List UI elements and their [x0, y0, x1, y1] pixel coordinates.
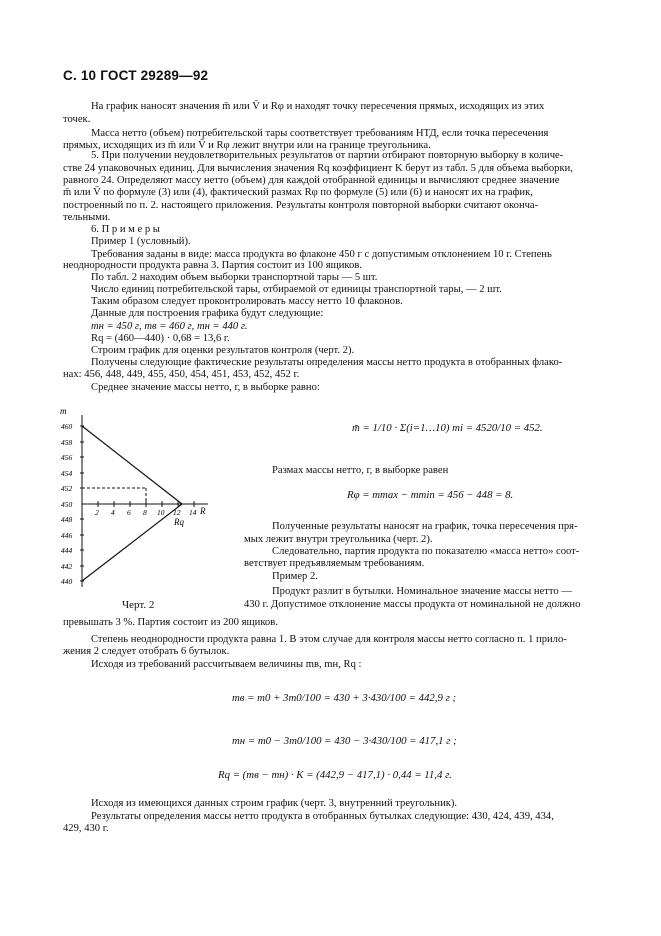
y-tick-label: 440	[61, 577, 73, 586]
y-tick-label: 454	[61, 469, 73, 478]
text-line: жения 2 следует отобрать 6 бутылок.	[63, 646, 230, 657]
y-tick-label: 450	[61, 500, 73, 509]
x-tick-label: 4	[111, 508, 115, 517]
x-tick-label: 12	[173, 508, 181, 517]
formula-rq: Rq = (mв − mн) · K = (442,9 − 417,1) · 0,44 = 11,4 г.	[218, 769, 452, 781]
x-tick-labels	[95, 508, 197, 517]
text-line: Полученные результаты наносят на график, точка пересечения пря-	[272, 521, 578, 532]
text-line: равного 24. Определяют массу нетто (объем) для каждой отобранной единицы и вычисляют среднее значение	[63, 175, 560, 186]
text-line: Данные для построения графика будут следующие:	[91, 308, 324, 319]
text-line: построенный по п. 2. настоящего приложения. Результаты контроля повторной выборки считают оконча-	[63, 200, 539, 211]
text-line: Следовательно, партия продукта по показателю «масса нетто» соот-	[272, 546, 580, 557]
text-line: Исходя из имеющихся данных строим график (черт. 3, внутренний треугольник).	[91, 798, 458, 809]
text-line: прямых, исходящих из m̄ или V̄ и Rφ лежит внутри или на границе треугольника.	[63, 140, 431, 151]
figure-caption: Черт. 2	[122, 599, 155, 611]
upper-limit-line	[82, 426, 182, 504]
text-line: Строим график для оценки результатов контроля (черт. 2).	[91, 345, 355, 356]
y-tick-label: 460	[61, 422, 73, 431]
text-line: стве 24 упаковочных единиц. Для вычисления значения Rq коэффициент K берут из табл. 5 для объема выборки,	[63, 163, 573, 174]
text-line: Rq = (460—440) · 0,68 = 13,6 г.	[91, 333, 230, 344]
text-line: 430 г. Допустимое отклонение массы продукта от номинальной не должно	[244, 599, 581, 610]
x-tick-label: 14	[189, 508, 197, 517]
formula-mean: m̄ = 1/10 · Σ(i=1…10) mi = 4520/10 = 452.	[352, 422, 543, 434]
page-header: С. 10 ГОСТ 29289—92	[63, 68, 209, 83]
text-line: m̄ или V̄ по формуле (3) или (4), фактический размах Rφ по формуле (5) или (6) и наносят их на график,	[63, 187, 533, 198]
text-line: mн = 450 г, mв = 460 г, mн = 440 г.	[91, 321, 248, 332]
formula-range: Rφ = mmax − mmin = 456 − 448 = 8.	[347, 489, 514, 501]
y-tick-label: 448	[61, 515, 73, 524]
text-line: Исходя из требований рассчитываем величины mв, mн, Rq :	[91, 659, 362, 670]
y-tick-label: 446	[61, 531, 73, 540]
text-line: превышать 3 %. Партия состоит из 200 ящиков.	[63, 617, 278, 628]
y-tick-label: 458	[61, 438, 73, 447]
y-tick-label: 456	[61, 453, 73, 462]
text-line: неоднородности продукта равна 3. Партия состоит из 100 ящиков.	[63, 260, 362, 271]
text-line: 5. При получении неудовлетворительных результатов от партии отбирают повторную выборку в количе-	[91, 150, 564, 161]
text-line: Пример 1 (условный).	[91, 236, 191, 247]
text-line: Степень неоднородности продукта равна 1. В этом случае для контроля массы нетто согласно п. 1 прило-	[91, 634, 567, 645]
text-line: мых лежит внутри треугольника (черт. 2).	[244, 534, 433, 545]
text-line: Среднее значение массы нетто, г, в выборке равно:	[91, 382, 320, 393]
formula-mn: mн = m0 − 3m0/100 = 430 − 3·430/100 = 417,1 г ;	[232, 735, 457, 747]
text-line: Таким образом следует проконтролировать массу нетто 10 флаконов.	[91, 296, 403, 307]
text-line: 429, 430 г.	[63, 823, 109, 834]
text-line: Пример 2.	[272, 571, 318, 582]
text-line: Масса нетто (объем) потребительской тары соответствует требованиям НТД, если точка пересечения	[91, 128, 549, 139]
text-line: точек.	[63, 114, 91, 125]
text-line: Число единиц потребительской тары, отбираемой от единицы транспортной тары, — 2 шт.	[91, 284, 502, 295]
x-tick-label: 2	[95, 508, 99, 517]
text-line: нах: 456, 448, 449, 455, 450, 454, 451, 453, 452, 452 г.	[63, 369, 300, 380]
section-heading: 6. П р и м е р ы	[91, 224, 160, 235]
text-line: Результаты определения массы нетто продукта в отобранных бутылках следующие: 430, 424, 439, 434,	[91, 811, 554, 822]
text-line: Требования заданы в виде: масса продукта во флаконе 450 г с допустимым отклонением 10 г. Степень	[91, 249, 552, 260]
control-chart-figure	[58, 405, 218, 595]
x-tick-label: 8	[143, 508, 147, 517]
y-tick-label: 452	[61, 484, 73, 493]
x-tick-label: 6	[127, 508, 131, 517]
text-line: По табл. 2 находим объем выборки транспортной тары — 5 шт.	[91, 272, 378, 283]
rq-label: Rq	[174, 517, 184, 527]
x-tick-label: 10	[157, 508, 165, 517]
text-line: Получены следующие фактические результаты определения массы нетто продукта в отобранных флако-	[91, 357, 563, 368]
text-line: тельными.	[63, 212, 111, 223]
formula-mv: mв = m0 + 3m0/100 = 430 + 3·430/100 = 442,9 г ;	[232, 692, 457, 704]
text-line: ветствует предъявляемым требованиям.	[244, 558, 425, 569]
text-line: На график наносят значения m̄ или V̄ и Rφ и находят точку пересечения прямых, исходящих из этих	[91, 101, 545, 112]
y-tick-labels	[61, 422, 73, 586]
y-axis-label: m	[60, 406, 67, 416]
text-line: Размах массы нетто, г, в выборке равен	[272, 465, 449, 476]
text-line: Продукт разлит в бутылки. Номинальное значение массы нетто —	[272, 586, 572, 597]
y-tick-label: 442	[61, 562, 73, 571]
x-axis-label: R	[200, 506, 206, 516]
y-tick-label: 444	[61, 546, 73, 555]
